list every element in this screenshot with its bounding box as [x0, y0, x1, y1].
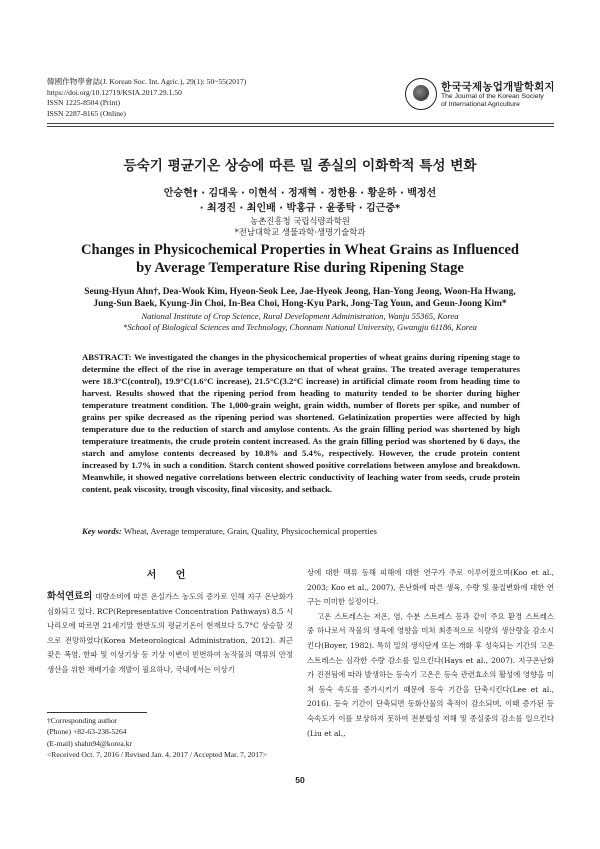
- page-number: 50: [295, 775, 305, 785]
- lead-word: 화석연료의: [47, 591, 93, 602]
- keywords: [82, 525, 520, 537]
- journal-header: [47, 77, 246, 119]
- english-authors: Seung-Hyun Ahn†, Dea-Wook Kim, Hyeon-Seok Lee, Jae-Hyeok Jeong, Han-Yong Jeong, Woon-Ha Hwang, Jung-Sun Baek, Kyung-Jin Choi, In-Bea Choi, Hong-Kyu Park, Jong-Tag Youn, and Geun-Joong Kim*: [84, 287, 516, 309]
- society-logo: [405, 78, 565, 112]
- right-paragraph-1: 상에 대한 맥류 동해 피해에 대한 연구가 주로 이루어졌으며(Koo et al., 2003; Koo et al., 2007), 온난화에 따른 생육, 수량 및 품질변화에 대한 연구는 미미한 실정이다.: [307, 568, 554, 607]
- korean-affiliation-2: *전남대학교 생물과학·생명기술학과: [234, 227, 366, 237]
- left-paragraph: 대량소비에 따른 온실가스 농도의 증가로 인해 지구 온난화가 심화되고 있다. RCP(Representative Concentration Pathways) 8.5 시나리오에 따르면 21세기말 한반도의 평균기온이 현재보다 5.7°C 상승할 것으로 전망하였다(Korea Meteorological Administration, 2012). 최근 잦은 폭염, 한파 및 이상기상 등 기상 이변이 빈번하여 농작물의 맥류의 안정생산을 위한 재배기술 개발이 필요하나, 국내에서는 이상기: [47, 592, 293, 674]
- author-email[interactable]: (E-mail) shahn94@korea.kr: [47, 738, 133, 748]
- body-left-column: [47, 590, 293, 678]
- corresponding-author: †Corresponding author: [47, 716, 118, 725]
- section-title-introduction: 서 언: [146, 570, 194, 581]
- english-title: Changes in Physicochemical Properties in Wheat Grains as Influenced by Average Temperature Rise during Ripening Stage: [80, 242, 520, 276]
- korean-authors-line-2: · 최경진 · 최인배 · 박홍규 · 윤종탁 · 김근중*: [199, 203, 401, 214]
- footnote-rule: [47, 712, 147, 713]
- header-rule-top: [47, 123, 554, 124]
- logo-korean-name: 한국국제농업개발학회지: [441, 81, 555, 93]
- body-right-column: [307, 566, 554, 741]
- abstract: ABSTRACT: We investigated the changes in the physicochemical properties of wheat grains during ripening stage to determine the effect of the rise in average temperature on that of wheat grains. The treated average temperatures were 18.3°C(control), 19.9°C(1.6°C increase), 21.5°C(3.2°C increase) in artificial climate room from heading time to harvest. Results showed that the ripening period from heading to maturity tended to be shorter during higher temperature treatment condition. The 1,000-grain weight, grain width, number of florets per spike, and number of grains per spike decreased as the ripening period was shortened. Gelatinization properties were affected by high temperature due to the reduction of starch and amylose contents. As the grain filling period was shortened by high temperature treatments, the crude protein content increased. As the grain filling period was shortened by 6 days, the starch and amylose contents decreased by 10.8% and 5.4%, respectively. However, the crude protein content increased by 1.7% in such a condition. Starch content showed positive correlations between amylose and breakdown. Meanwhile, it showed negative correlations between electric conductivity of leaching water from seeds, crude protein content, peak viscosity, trough viscosity, final viscosity, and setback.: [82, 352, 520, 494]
- right-paragraph-2: 고온 스트레스는 저온, 염, 수분 스트레스 등과 같이 주요 환경 스트레스 중 하나로서 작물의 생육에 영향을 미쳐 최종적으로 식량의 생산량을 감소시킨다(Boyer, 1982). 특히 밀의 생식단계 또는 개화 후 성숙되는 기간의 고온 스트레스는 심각한 수량 감소를 일으킨다(Hays et al., 2007). 지구온난화가 진전됨에 따라 발생하는 등숙기 고온은 등숙 관련효소의 활성에 영향을 미쳐 등숙 속도를 증가시키기 때문에 등숙 기간을 단축시킨다(Lee et al., 2016). 등숙 기간이 단축되면 동화산물의 축적이 감소되며, 이때 증가된 등숙속도가 이를 보상하지 못하여 전분합성 저해 및 종실중의 감소를 일으킨다(Liu et al.,: [307, 611, 554, 738]
- author-phone: (Phone) +82-63-238-5264: [47, 727, 127, 737]
- korean-title: 등숙기 평균기온 상승에 따른 밀 종실의 이화학적 특성 변화: [123, 158, 477, 174]
- english-affiliations: National Institute of Crop Science, Rural Development Administration, Wanju 55365, Korea *School of Biological Sciences and Technology, Chonnam National University, Gwangju 61186, Korea: [123, 311, 477, 333]
- logo-english-name: The Journal of the Korean Society of International Agriculture: [441, 93, 544, 108]
- received-dates: <Received Oct. 7, 2016 / Revised Jan. 4, 2017 / Accepted Mar. 7, 2017>: [47, 750, 268, 760]
- issn-online: ISSN 2287-8165 (Online): [47, 108, 126, 118]
- keywords-label: Key words:: [82, 526, 122, 536]
- korean-affiliation-1: 농촌진흥청 국립식량과학원: [250, 216, 350, 226]
- globe-icon: [405, 78, 437, 110]
- journal-citation: 韓國作物學會誌(J. Korean Soc. Int. Agric.), 29(1): 50~55(2017): [47, 77, 247, 86]
- keywords-text: Wheat, Average temperature, Grain, Quality, Physicochemical properties: [123, 526, 377, 536]
- doi-link[interactable]: https://doi.org/10.12719/KSIA.2017.29.1.50: [47, 87, 182, 97]
- issn-print: ISSN 1225-8504 (Print): [47, 98, 120, 108]
- header-rule-bottom: [47, 126, 554, 127]
- footnote: [47, 715, 267, 761]
- korean-authors-line-1: 안승현† · 김대욱 · 이현석 · 정재혁 · 정한용 · 황운하 · 백정선: [163, 188, 437, 199]
